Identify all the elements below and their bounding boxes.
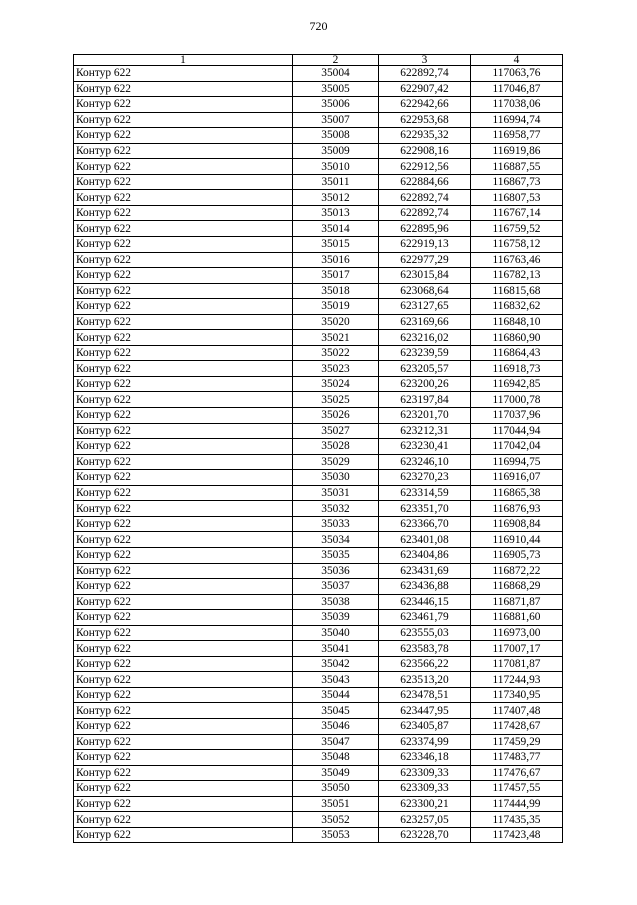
table-row	[74, 66, 563, 82]
contour-name-cell: Контур 622	[74, 252, 293, 268]
point-number-cell: 35036	[293, 563, 379, 579]
y-coordinate-cell: 116848,10	[471, 314, 563, 330]
point-number-cell: 35044	[293, 687, 379, 703]
contour-name-cell: Контур 622	[74, 812, 293, 828]
contour-name-cell: Контур 622	[74, 361, 293, 377]
point-number-cell: 35030	[293, 470, 379, 486]
x-coordinate-cell: 623366,70	[379, 516, 471, 532]
column-header-1: 1	[74, 55, 293, 66]
y-coordinate-cell: 117244,93	[471, 672, 563, 688]
x-coordinate-cell: 623346,18	[379, 750, 471, 766]
table-row	[74, 361, 563, 377]
table-row	[74, 174, 563, 190]
point-number-cell: 35053	[293, 827, 379, 843]
point-number-cell: 35021	[293, 330, 379, 346]
point-number-cell: 35004	[293, 66, 379, 82]
point-number-cell: 35013	[293, 205, 379, 221]
y-coordinate-cell: 117063,76	[471, 66, 563, 82]
point-number-cell: 35020	[293, 314, 379, 330]
point-number-cell: 35012	[293, 190, 379, 206]
table-row	[74, 81, 563, 97]
point-number-cell: 35007	[293, 112, 379, 128]
contour-name-cell: Контур 622	[74, 454, 293, 470]
contour-name-cell: Контур 622	[74, 703, 293, 719]
x-coordinate-cell: 623513,20	[379, 672, 471, 688]
contour-name-cell: Контур 622	[74, 516, 293, 532]
x-coordinate-cell: 623405,87	[379, 718, 471, 734]
table-row	[74, 703, 563, 719]
point-number-cell: 35038	[293, 594, 379, 610]
point-number-cell: 35009	[293, 143, 379, 159]
table-row	[74, 330, 563, 346]
table-header-row	[74, 55, 563, 66]
x-coordinate-cell: 623212,31	[379, 423, 471, 439]
y-coordinate-cell: 116868,29	[471, 579, 563, 595]
table-row	[74, 718, 563, 734]
table-row	[74, 190, 563, 206]
x-coordinate-cell: 622919,13	[379, 237, 471, 253]
contour-name-cell: Контур 622	[74, 827, 293, 843]
y-coordinate-cell: 116872,22	[471, 563, 563, 579]
column-header-2: 2	[293, 55, 379, 66]
table-row	[74, 641, 563, 657]
point-number-cell: 35027	[293, 423, 379, 439]
table-row	[74, 532, 563, 548]
y-coordinate-cell: 116916,07	[471, 470, 563, 486]
y-coordinate-cell: 117407,48	[471, 703, 563, 719]
x-coordinate-cell: 623374,99	[379, 734, 471, 750]
point-number-cell: 35041	[293, 641, 379, 657]
table-row	[74, 237, 563, 253]
contour-name-cell: Контур 622	[74, 532, 293, 548]
table-row	[74, 252, 563, 268]
y-coordinate-cell: 116918,73	[471, 361, 563, 377]
y-coordinate-cell: 116759,52	[471, 221, 563, 237]
table-row	[74, 672, 563, 688]
table-row	[74, 750, 563, 766]
y-coordinate-cell: 116994,74	[471, 112, 563, 128]
point-number-cell: 35050	[293, 781, 379, 797]
x-coordinate-cell: 623401,08	[379, 532, 471, 548]
y-coordinate-cell: 116958,77	[471, 128, 563, 144]
x-coordinate-cell: 622912,56	[379, 159, 471, 175]
x-coordinate-cell: 623555,03	[379, 625, 471, 641]
point-number-cell: 35045	[293, 703, 379, 719]
table-row	[74, 376, 563, 392]
x-coordinate-cell: 623309,33	[379, 781, 471, 797]
y-coordinate-cell: 117044,94	[471, 423, 563, 439]
point-number-cell: 35043	[293, 672, 379, 688]
contour-name-cell: Контур 622	[74, 672, 293, 688]
x-coordinate-cell: 623239,59	[379, 345, 471, 361]
table-row	[74, 547, 563, 563]
table-row	[74, 501, 563, 517]
point-number-cell: 35028	[293, 439, 379, 455]
contour-name-cell: Контур 622	[74, 579, 293, 595]
x-coordinate-cell: 623447,95	[379, 703, 471, 719]
x-coordinate-cell: 623246,10	[379, 454, 471, 470]
y-coordinate-cell: 117457,55	[471, 781, 563, 797]
contour-name-cell: Контур 622	[74, 81, 293, 97]
x-coordinate-cell: 623446,15	[379, 594, 471, 610]
y-coordinate-cell: 116876,93	[471, 501, 563, 517]
contour-name-cell: Контур 622	[74, 174, 293, 190]
x-coordinate-cell: 622935,32	[379, 128, 471, 144]
x-coordinate-cell: 623478,51	[379, 687, 471, 703]
table-row	[74, 408, 563, 424]
y-coordinate-cell: 117037,96	[471, 408, 563, 424]
contour-name-cell: Контур 622	[74, 190, 293, 206]
contour-name-cell: Контур 622	[74, 112, 293, 128]
column-header-4: 4	[471, 55, 563, 66]
point-number-cell: 35024	[293, 376, 379, 392]
table-row	[74, 765, 563, 781]
x-coordinate-cell: 623169,66	[379, 314, 471, 330]
point-number-cell: 35026	[293, 408, 379, 424]
contour-name-cell: Контур 622	[74, 221, 293, 237]
contour-name-cell: Контур 622	[74, 330, 293, 346]
contour-name-cell: Контур 622	[74, 392, 293, 408]
contour-name-cell: Контур 622	[74, 547, 293, 563]
point-number-cell: 35049	[293, 765, 379, 781]
table-row	[74, 392, 563, 408]
contour-name-cell: Контур 622	[74, 423, 293, 439]
table-row	[74, 687, 563, 703]
x-coordinate-cell: 623309,33	[379, 765, 471, 781]
contour-name-cell: Контур 622	[74, 718, 293, 734]
table-row	[74, 579, 563, 595]
x-coordinate-cell: 623461,79	[379, 610, 471, 626]
y-coordinate-cell: 116860,90	[471, 330, 563, 346]
x-coordinate-cell: 623436,88	[379, 579, 471, 595]
point-number-cell: 35011	[293, 174, 379, 190]
table-row	[74, 610, 563, 626]
x-coordinate-cell: 622884,66	[379, 174, 471, 190]
x-coordinate-cell: 623270,23	[379, 470, 471, 486]
y-coordinate-cell: 117042,04	[471, 439, 563, 455]
y-coordinate-cell: 117340,95	[471, 687, 563, 703]
point-number-cell: 35037	[293, 579, 379, 595]
contour-name-cell: Контур 622	[74, 485, 293, 501]
table-row	[74, 283, 563, 299]
point-number-cell: 35031	[293, 485, 379, 501]
table-row	[74, 563, 563, 579]
table-row	[74, 205, 563, 221]
contour-name-cell: Контур 622	[74, 408, 293, 424]
y-coordinate-cell: 116910,44	[471, 532, 563, 548]
contour-name-cell: Контур 622	[74, 66, 293, 82]
table-row	[74, 439, 563, 455]
y-coordinate-cell: 117007,17	[471, 641, 563, 657]
point-number-cell: 35010	[293, 159, 379, 175]
contour-name-cell: Контур 622	[74, 237, 293, 253]
x-coordinate-cell: 623404,86	[379, 547, 471, 563]
table-row	[74, 781, 563, 797]
y-coordinate-cell: 116871,87	[471, 594, 563, 610]
y-coordinate-cell: 117038,06	[471, 97, 563, 113]
contour-name-cell: Контур 622	[74, 470, 293, 486]
x-coordinate-cell: 623228,70	[379, 827, 471, 843]
point-number-cell: 35025	[293, 392, 379, 408]
contour-name-cell: Контур 622	[74, 143, 293, 159]
y-coordinate-cell: 116994,75	[471, 454, 563, 470]
table-row	[74, 516, 563, 532]
y-coordinate-cell: 116942,85	[471, 376, 563, 392]
table-row	[74, 734, 563, 750]
x-coordinate-cell: 623205,57	[379, 361, 471, 377]
table-row	[74, 128, 563, 144]
x-coordinate-cell: 622892,74	[379, 66, 471, 82]
table-row	[74, 97, 563, 113]
point-number-cell: 35042	[293, 656, 379, 672]
x-coordinate-cell: 623314,59	[379, 485, 471, 501]
y-coordinate-cell: 117459,29	[471, 734, 563, 750]
contour-name-cell: Контур 622	[74, 283, 293, 299]
table-row	[74, 470, 563, 486]
point-number-cell: 35016	[293, 252, 379, 268]
contour-name-cell: Контур 622	[74, 765, 293, 781]
x-coordinate-cell: 623200,26	[379, 376, 471, 392]
page-number: 720	[309, 19, 328, 33]
table-row	[74, 159, 563, 175]
contour-name-cell: Контур 622	[74, 501, 293, 517]
contour-name-cell: Контур 622	[74, 750, 293, 766]
y-coordinate-cell: 117444,99	[471, 796, 563, 812]
contour-name-cell: Контур 622	[74, 594, 293, 610]
point-number-cell: 35046	[293, 718, 379, 734]
table-row	[74, 299, 563, 315]
x-coordinate-cell: 623216,02	[379, 330, 471, 346]
point-number-cell: 35017	[293, 268, 379, 284]
x-coordinate-cell: 622895,96	[379, 221, 471, 237]
contour-name-cell: Контур 622	[74, 641, 293, 657]
x-coordinate-cell: 623431,69	[379, 563, 471, 579]
contour-name-cell: Контур 622	[74, 781, 293, 797]
contour-name-cell: Контур 622	[74, 563, 293, 579]
contour-name-cell: Контур 622	[74, 439, 293, 455]
point-number-cell: 35019	[293, 299, 379, 315]
table-row	[74, 221, 563, 237]
y-coordinate-cell: 116767,14	[471, 205, 563, 221]
table-row	[74, 143, 563, 159]
table-row	[74, 423, 563, 439]
table-row	[74, 796, 563, 812]
contour-name-cell: Контур 622	[74, 345, 293, 361]
x-coordinate-cell: 623351,70	[379, 501, 471, 517]
table-row	[74, 656, 563, 672]
contour-name-cell: Контур 622	[74, 97, 293, 113]
y-coordinate-cell: 116867,73	[471, 174, 563, 190]
point-number-cell: 35040	[293, 625, 379, 641]
point-number-cell: 35039	[293, 610, 379, 626]
x-coordinate-cell: 622892,74	[379, 205, 471, 221]
x-coordinate-cell: 622942,66	[379, 97, 471, 113]
contour-name-cell: Контур 622	[74, 299, 293, 315]
point-number-cell: 35034	[293, 532, 379, 548]
point-number-cell: 35015	[293, 237, 379, 253]
y-coordinate-cell: 116919,86	[471, 143, 563, 159]
point-number-cell: 35029	[293, 454, 379, 470]
x-coordinate-cell: 622953,68	[379, 112, 471, 128]
contour-name-cell: Контур 622	[74, 128, 293, 144]
x-coordinate-cell: 623197,84	[379, 392, 471, 408]
point-number-cell: 35051	[293, 796, 379, 812]
contour-name-cell: Контур 622	[74, 734, 293, 750]
x-coordinate-cell: 623257,05	[379, 812, 471, 828]
point-number-cell: 35033	[293, 516, 379, 532]
x-coordinate-cell: 623068,64	[379, 283, 471, 299]
table-row	[74, 625, 563, 641]
table-row	[74, 485, 563, 501]
contour-name-cell: Контур 622	[74, 625, 293, 641]
y-coordinate-cell: 116763,46	[471, 252, 563, 268]
x-coordinate-cell: 623300,21	[379, 796, 471, 812]
point-number-cell: 35032	[293, 501, 379, 517]
x-coordinate-cell: 623127,65	[379, 299, 471, 315]
table-row	[74, 268, 563, 284]
table-row	[74, 594, 563, 610]
table-row	[74, 112, 563, 128]
y-coordinate-cell: 117423,48	[471, 827, 563, 843]
point-number-cell: 35047	[293, 734, 379, 750]
table-row	[74, 345, 563, 361]
point-number-cell: 35023	[293, 361, 379, 377]
x-coordinate-cell: 622892,74	[379, 190, 471, 206]
y-coordinate-cell: 116887,55	[471, 159, 563, 175]
point-number-cell: 35018	[293, 283, 379, 299]
contour-name-cell: Контур 622	[74, 314, 293, 330]
point-number-cell: 35035	[293, 547, 379, 563]
point-number-cell: 35022	[293, 345, 379, 361]
contour-name-cell: Контур 622	[74, 610, 293, 626]
y-coordinate-cell: 116905,73	[471, 547, 563, 563]
y-coordinate-cell: 117435,35	[471, 812, 563, 828]
y-coordinate-cell: 117046,87	[471, 81, 563, 97]
x-coordinate-cell: 622908,16	[379, 143, 471, 159]
y-coordinate-cell: 117483,77	[471, 750, 563, 766]
x-coordinate-cell: 622977,29	[379, 252, 471, 268]
contour-name-cell: Контур 622	[74, 656, 293, 672]
table-row	[74, 454, 563, 470]
y-coordinate-cell: 117081,87	[471, 656, 563, 672]
y-coordinate-cell: 116782,13	[471, 268, 563, 284]
contour-name-cell: Контур 622	[74, 376, 293, 392]
column-header-3: 3	[379, 55, 471, 66]
contour-name-cell: Контур 622	[74, 687, 293, 703]
y-coordinate-cell: 116758,12	[471, 237, 563, 253]
point-number-cell: 35008	[293, 128, 379, 144]
x-coordinate-cell: 623566,22	[379, 656, 471, 672]
coordinates-table	[73, 54, 563, 843]
contour-name-cell: Контур 622	[74, 205, 293, 221]
table-row	[74, 314, 563, 330]
contour-name-cell: Контур 622	[74, 796, 293, 812]
x-coordinate-cell: 623583,78	[379, 641, 471, 657]
point-number-cell: 35014	[293, 221, 379, 237]
x-coordinate-cell: 622907,42	[379, 81, 471, 97]
y-coordinate-cell: 116864,43	[471, 345, 563, 361]
point-number-cell: 35006	[293, 97, 379, 113]
contour-name-cell: Контур 622	[74, 159, 293, 175]
y-coordinate-cell: 117476,67	[471, 765, 563, 781]
y-coordinate-cell: 116973,00	[471, 625, 563, 641]
y-coordinate-cell: 116881,60	[471, 610, 563, 626]
y-coordinate-cell: 116865,38	[471, 485, 563, 501]
table-row	[74, 827, 563, 843]
x-coordinate-cell: 623015,84	[379, 268, 471, 284]
x-coordinate-cell: 623230,41	[379, 439, 471, 455]
y-coordinate-cell: 117000,78	[471, 392, 563, 408]
y-coordinate-cell: 116908,84	[471, 516, 563, 532]
y-coordinate-cell: 117428,67	[471, 718, 563, 734]
point-number-cell: 35052	[293, 812, 379, 828]
point-number-cell: 35048	[293, 750, 379, 766]
y-coordinate-cell: 116807,53	[471, 190, 563, 206]
y-coordinate-cell: 116832,62	[471, 299, 563, 315]
point-number-cell: 35005	[293, 81, 379, 97]
x-coordinate-cell: 623201,70	[379, 408, 471, 424]
contour-name-cell: Контур 622	[74, 268, 293, 284]
y-coordinate-cell: 116815,68	[471, 283, 563, 299]
table-row	[74, 812, 563, 828]
